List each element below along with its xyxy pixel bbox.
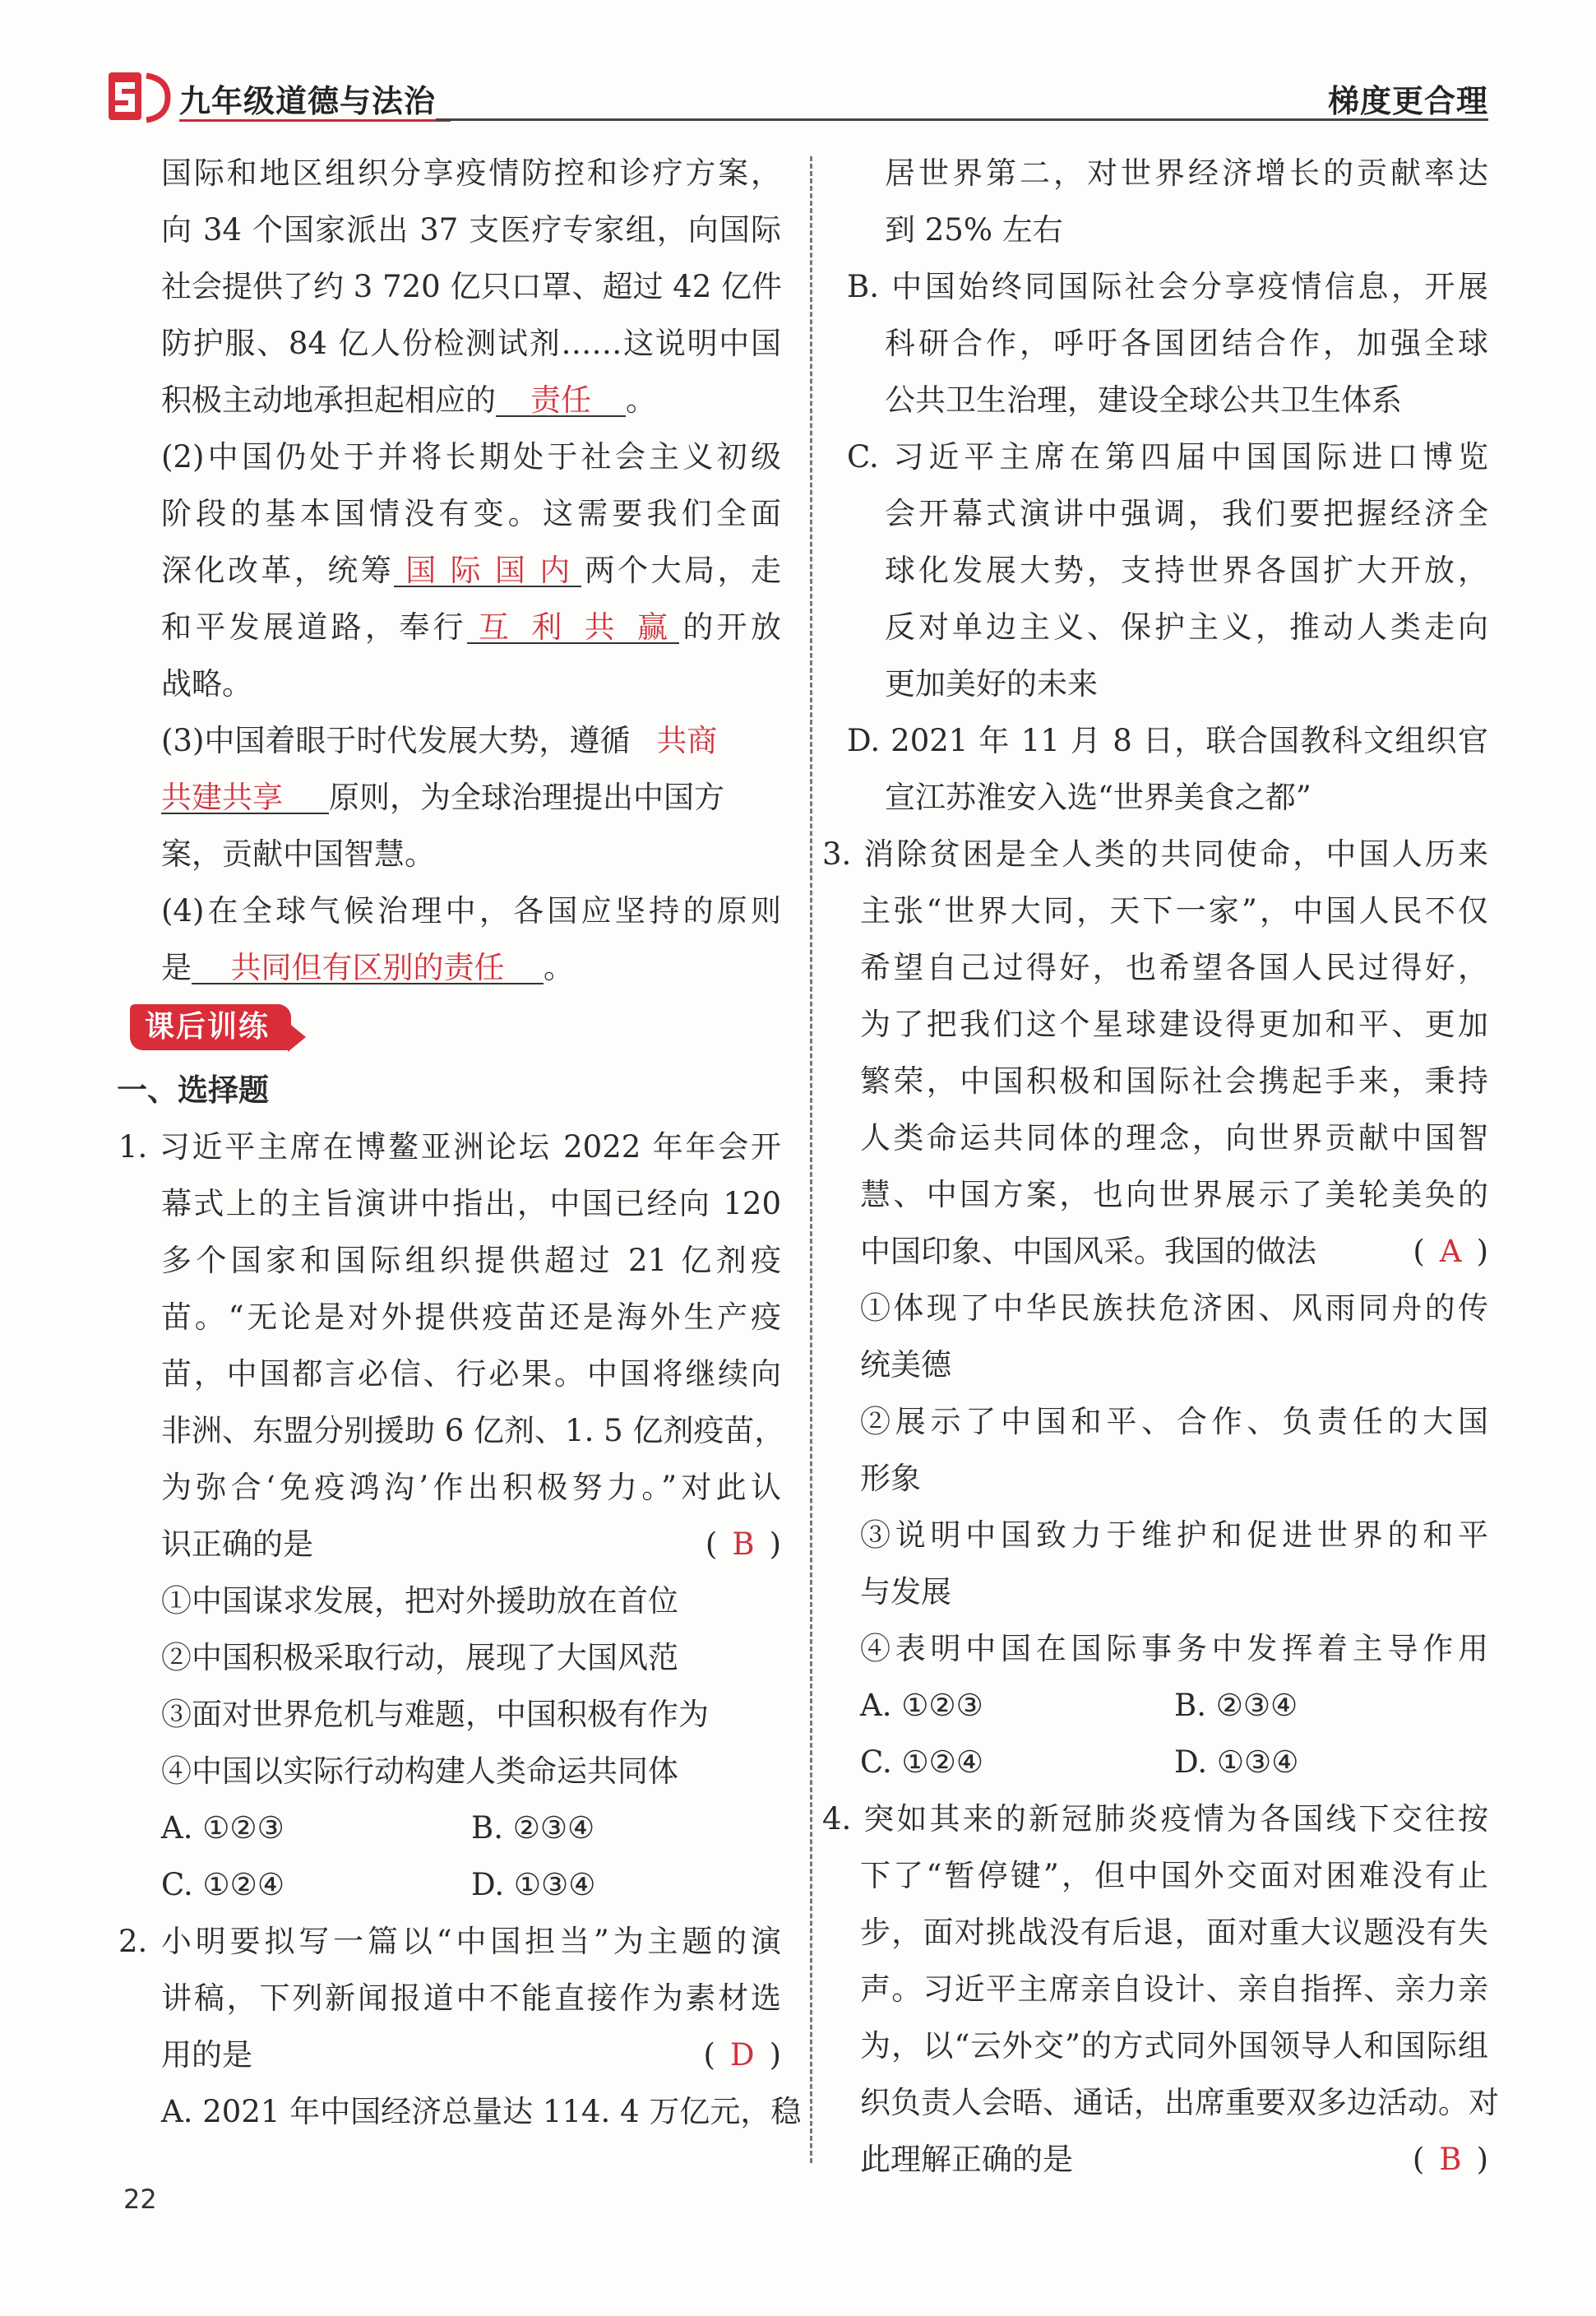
intro-line: 向 34 个国家派出 37 支医疗专家组，向国际 <box>161 212 781 248</box>
mc2-line: 2. 小明要拟写一篇以“中国担当”为主题的演 <box>118 1924 781 1959</box>
mc1-item: ②中国积极采取行动，展现了大国风范 <box>161 1640 678 1675</box>
book-title: 九年级道德与法治 <box>179 83 437 119</box>
header-slogan: 梯度更合理 <box>1327 83 1488 119</box>
answer-letter: A <box>1439 1234 1462 1269</box>
answer-bracket: ( B ) <box>705 1526 781 1562</box>
right-column <box>822 145 1499 2188</box>
mc1-item: ③面对世界危机与难题，中国积极有作为 <box>161 1697 709 1732</box>
q4-line: (4)在全球气候治理中，各国应坚持的原则 <box>161 893 781 929</box>
publisher-logo-icon <box>107 69 171 123</box>
answer-bracket: ( B ) <box>1412 2142 1488 2177</box>
q1-answer-line: 积极主动地承担起相应的 责任 。 <box>123 372 781 428</box>
mc3-item-cont: 形象 <box>860 1461 921 1496</box>
header-rule <box>436 118 1488 121</box>
mc3-item: ②展示了中国和平、合作、负责任的大国 <box>860 1404 1488 1439</box>
option-b: B. 中国始终同国际社会分享疫情信息，开展 <box>847 269 1488 304</box>
mc1-options <box>123 1800 781 1856</box>
tag-arrow-icon <box>288 1022 306 1052</box>
intro-line: 防护服、84 亿人份检测试剂……这说明中国 <box>161 326 781 361</box>
mc3-item: ④表明中国在国际事务中发挥着主导作用 <box>860 1631 1488 1666</box>
header-rule-accent <box>179 119 451 122</box>
after-class-tag: 课后训练 <box>130 1004 291 1050</box>
mc1-line: 为弥合‘免疫鸿沟’作出积极努力。”对此认 <box>161 1470 781 1505</box>
option-d: D. ①③④ <box>471 1867 596 1902</box>
q2-line: (2)中国仍处于并将长期处于社会主义初级 <box>161 439 781 475</box>
mc1-line: 多个国家和国际组织提供超过 21 亿剂疫 <box>161 1243 781 1278</box>
option-d: D. ①③④ <box>1174 1744 1299 1780</box>
section-tag <box>123 996 781 1062</box>
answer-blank: 共同但有区别的责任 <box>192 943 544 984</box>
option-a: A. ①②③ <box>161 1810 285 1846</box>
answer-blank: 国际国内 <box>394 546 581 587</box>
mc3-line: 3. 消除贫困是全人类的共同使命，中国人历来 <box>822 836 1488 872</box>
option-a-cont: 居世界第二，对世界经济增长的贡献率达 <box>885 155 1488 191</box>
mc3-line: 慧、中国方案，也向世界展示了美轮美奂的 <box>860 1177 1488 1212</box>
q3-line: 案，贡献中国智慧。 <box>161 836 435 872</box>
answer-blank: 共商 <box>656 723 718 758</box>
option-c-cont: 球化发展大势，支持世界各国扩大开放， <box>885 553 1488 588</box>
option-c: C. ①②④ <box>860 1744 984 1780</box>
option-c: C. 习近平主席在第四届中国国际进口博览 <box>847 439 1488 475</box>
mc1-line: 苗。“无论是对外提供疫苗还是海外生产疫 <box>161 1299 781 1335</box>
answer-bracket: ( A ) <box>1413 1234 1488 1269</box>
mc1-line: 非洲、东盟分别援助 6 亿剂、1. 5 亿剂疫苗， <box>161 1413 785 1448</box>
option-b: B. ②③④ <box>471 1810 595 1846</box>
option-c: C. ①②④ <box>161 1867 285 1902</box>
mc2-line: 讲稿，下列新闻报道中不能直接作为素材选 <box>161 1980 781 2016</box>
mc3-line: 繁荣，中国积极和国际社会携起手来，秉持 <box>860 1063 1488 1099</box>
option-c-cont: 更加美好的未来 <box>885 666 1098 702</box>
mc3-item-cont: 统美德 <box>860 1347 951 1383</box>
mc1-line: 幕式上的主旨演讲中指出，中国已经向 120 <box>161 1186 781 1221</box>
page-header <box>107 67 1488 125</box>
option-a: A. ①②③ <box>860 1688 983 1723</box>
left-column <box>117 145 802 2140</box>
mc3-item: ③说明中国致力于维护和促进世界的和平 <box>860 1517 1488 1553</box>
q2-line: 战略。 <box>161 666 252 702</box>
answer-blank: 责任 <box>496 376 626 417</box>
q3-answer-line: (3)中国着眼于时代发展大势，遵循 共商 <box>123 712 781 769</box>
mc1-options <box>123 1856 781 1913</box>
answer-blank: 互利共赢 <box>467 603 679 644</box>
mc3-stem-end: 中国印象、中国风采。我国的做法 ( A ) <box>847 1223 1488 1280</box>
column-divider <box>810 156 812 2163</box>
mc3-options <box>847 1734 1488 1790</box>
q2-answer-line: 深化改革，统筹 国际国内 两个大局，走 <box>123 542 781 599</box>
mc4-line: 步，面对挑战没有后退，面对重大议题没有失 <box>860 1915 1488 1950</box>
mc4-line: 为，以“云外交”的方式同外国领导人和国际组 <box>860 2028 1488 2064</box>
intro-line: 国际和地区组织分享疫情防控和诊疗方案， <box>161 155 781 191</box>
answer-letter: B <box>1439 2142 1462 2177</box>
answer-bracket: ( D ) <box>703 2037 781 2073</box>
mc3-item: ①体现了中华民族扶危济困、风雨同舟的传 <box>860 1290 1488 1326</box>
answer-letter: D <box>729 2037 755 2073</box>
mc2-option-a: A. 2021 年中国经济总量达 114. 4 万亿元，稳 <box>161 2094 802 2129</box>
option-a-cont: 到 25% 左右 <box>885 212 1063 248</box>
mc2-stem-end: 用的是 ( D ) <box>123 2026 781 2083</box>
mc1-line: 1. 习近平主席在博鳌亚洲论坛 2022 年年会开 <box>118 1129 781 1165</box>
option-c-cont: 反对单边主义、保护主义，推动人类走向 <box>885 609 1488 645</box>
section-title: 一、选择题 <box>117 1072 269 1108</box>
mc4-stem-end: 此理解正确的是 ( B ) <box>847 2131 1488 2188</box>
mc3-line: 希望自己过得好，也希望各国人民过得好， <box>860 950 1488 985</box>
intro-line: 社会提供了约 3 720 亿只口罩、超过 42 亿件 <box>161 269 783 304</box>
mc3-line: 人类命运共同体的理念，向世界贡献中国智 <box>860 1120 1488 1156</box>
page-number: 22 <box>123 2184 157 2215</box>
q4-answer-line: 是 共同但有区别的责任 。 <box>123 939 781 996</box>
mc3-item-cont: 与发展 <box>860 1574 951 1610</box>
q2-answer-line: 和平发展道路，奉行 互利共赢 的开放 <box>123 599 781 655</box>
q3-answer-line: 共建共享 原则，为全球治理提出中国方 <box>123 769 781 826</box>
mc3-line: 为了把我们这个星球建设得更加和平、更加 <box>860 1007 1488 1042</box>
option-c-cont: 会开幕式演讲中强调，我们要把握经济全 <box>885 496 1488 531</box>
q2-line: 阶段的基本国情没有变。这需要我们全面 <box>161 496 781 531</box>
option-b-cont: 公共卫生治理，建设全球公共卫生体系 <box>885 382 1402 418</box>
answer-blank: 共建共享 <box>161 773 329 814</box>
mc1-line: 苗，中国都言必信、行必果。中国将继续向 <box>161 1356 781 1392</box>
mc3-line: 主张“世界大同，天下一家”，中国人民不仅 <box>860 893 1488 929</box>
mc4-line: 织负责人会晤、通话，出席重要双多边活动。对 <box>860 2085 1499 2120</box>
mc3-options <box>847 1677 1488 1734</box>
mc1-stem-end: 识正确的是 ( B ) <box>123 1516 781 1573</box>
option-b-cont: 科研合作，呼吁各国团结合作，加强全球 <box>885 326 1488 361</box>
option-d: D. 2021 年 11 月 8 日，联合国教科文组织官 <box>847 723 1488 758</box>
option-b: B. ②③④ <box>1174 1688 1298 1723</box>
mc4-line: 4. 突如其来的新冠肺炎疫情为各国线下交往按 <box>822 1801 1488 1837</box>
mc4-line: 下了“暂停键”，但中国外交面对困难没有止 <box>860 1858 1488 1893</box>
mc4-line: 声。习近平主席亲自设计、亲自指挥、亲力亲 <box>860 1971 1488 2007</box>
mc1-item: ①中国谋求发展，把对外援助放在首位 <box>161 1583 678 1619</box>
answer-letter: B <box>732 1526 755 1562</box>
option-d-cont: 宣江苏淮安入选“世界美食之都” <box>885 780 1311 815</box>
mc1-item: ④中国以实际行动构建人类命运共同体 <box>161 1753 678 1789</box>
